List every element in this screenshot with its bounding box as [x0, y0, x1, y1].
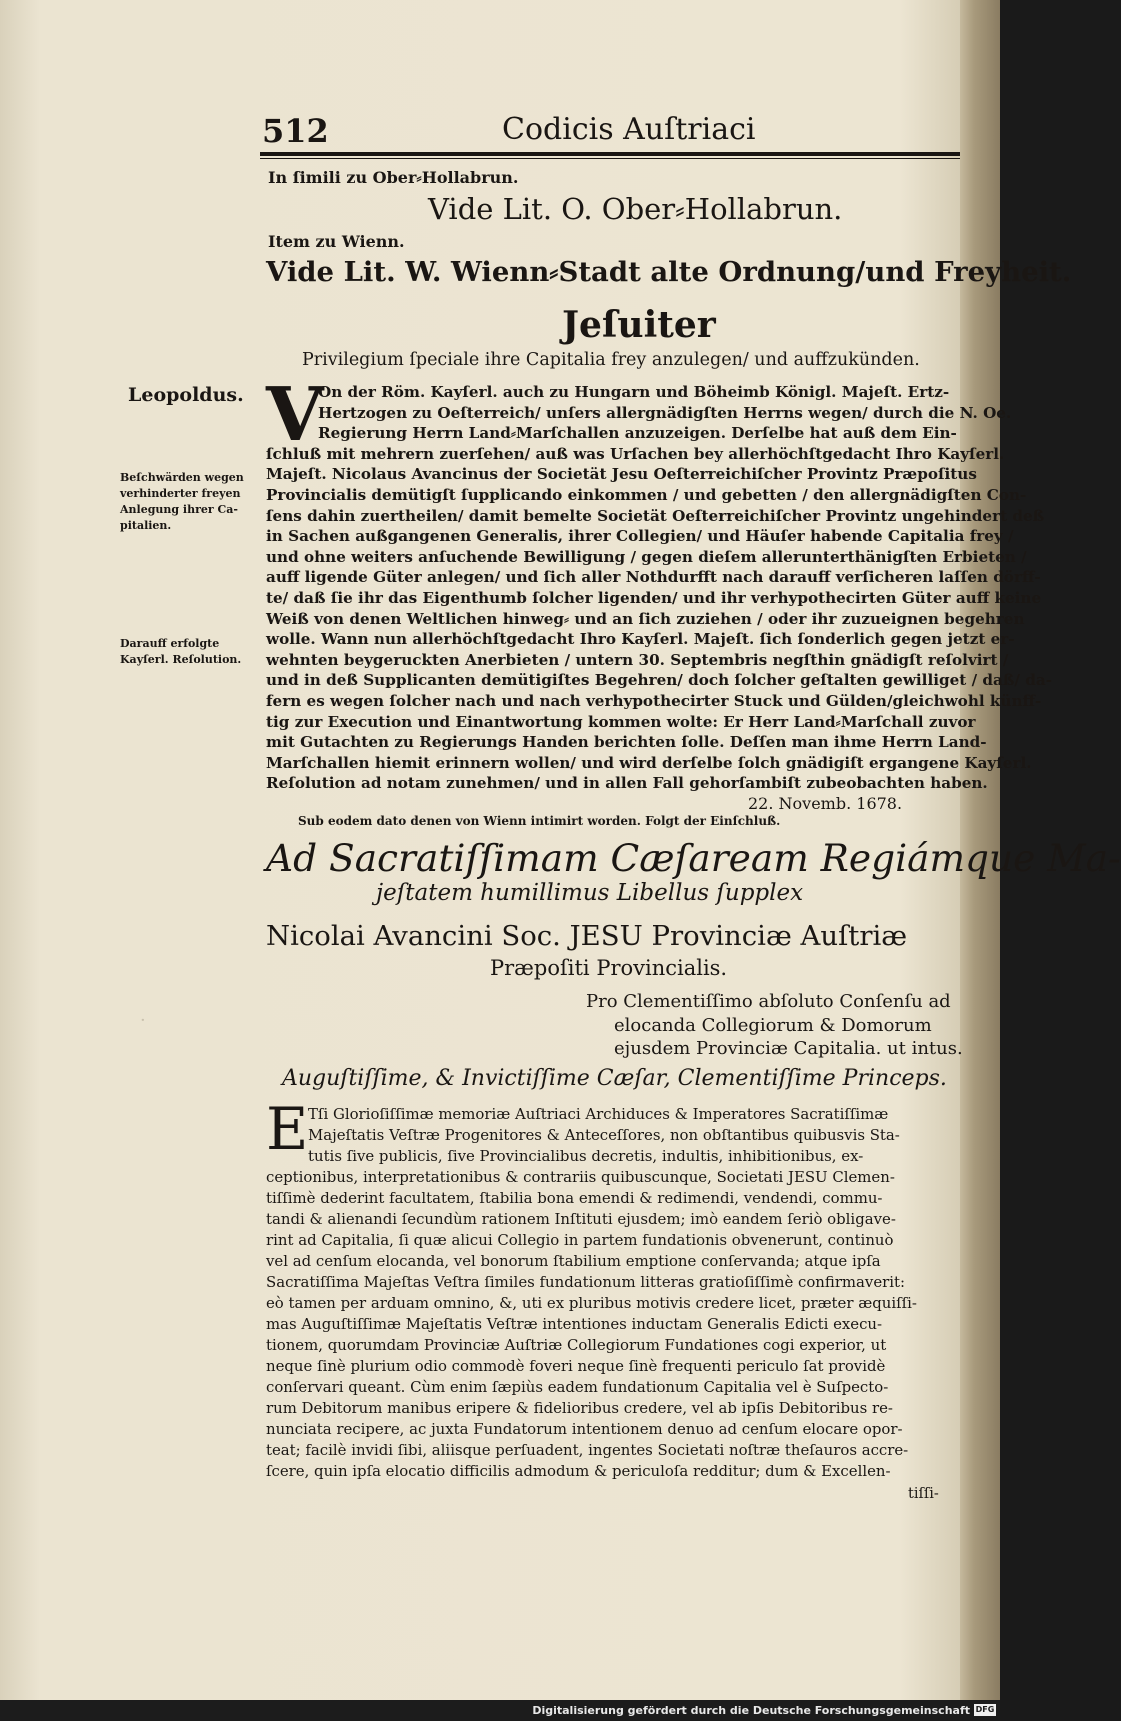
petition-summary: [586, 990, 963, 1061]
petition-drop-cap: E: [266, 1095, 309, 1163]
summary-line: elocanda Collegiorum & Domorum: [614, 1014, 932, 1036]
decree-line: auff ligende Güter anlegen/ und ſich aller Nothdurfft nach darauff verſicheren laſſen dörff-: [266, 568, 1041, 587]
decree-line: Reſolution ad notam zunehmen/ und in allen Fall gehorſambiſt zubeobachten haben.: [266, 774, 988, 793]
digitization-credit: Digitalisierung gefördert durch die Deutsche Forschungsgemeinschaft: [532, 1704, 970, 1717]
section-title: Jeſuiter: [562, 304, 716, 346]
decree-line: Regierung Herrn Land⸗Marſchallen anzuzeigen. Derſelbe hat auß dem Ein-: [318, 424, 957, 443]
decree-line: ſchluß mit mehrern zuerſehen/ auß was Urſachen bey allerhöchſtgedacht Ihro Kayſerl.: [266, 444, 1005, 463]
decree-line: Provincialis demütigſt ſupplicando einkommen / und gebetten / den allergnädigſten Con-: [266, 485, 1027, 504]
petition-line: nunciata recipere, ac juxta Fundatorum intentionem denuo ad cenſum elocare opor-: [266, 1420, 903, 1438]
decree-drop-cap: V: [266, 372, 324, 458]
petitioner-office: Præpoſiti Provincialis.: [490, 956, 728, 980]
petition-title-line-1: Ad Sacratiſſimam Cæſaream Regiámque Ma-: [266, 836, 1121, 880]
petition-line: Tſi Glorioſiſſimæ memoriæ Auſtriaci Archiduces & Imperatores Sacratiſſimæ: [308, 1105, 889, 1123]
summary-line: ejusdem Provinciæ Capitalia. ut intus.: [614, 1038, 963, 1059]
decree-line: Marſchallen hiemit erinnern wollen/ und wird derſelbe ſolch gnädigiſt ergangene Kayſerl.: [266, 753, 1032, 772]
decree-line: te/ daß ſie ihr das Eigenthumb ſolcher ligenden/ und ihr verhypothecirten Güter auff keine: [266, 588, 1042, 607]
margin-note-line: Kayſerl. Reſolution.: [120, 653, 242, 666]
petition-title-line-2: jeſtatem humillimus Libellus ſupplex: [376, 880, 804, 906]
petitioner-name: Nicolai Avancini Soc. JESU Provinciæ Auſtriæ: [266, 920, 908, 952]
salutation: Auguſtiſſime, & Invictiſſime Cæſar, Clementiſſime Princeps.: [282, 1066, 947, 1091]
decree-date: 22. Novemb. 1678.: [748, 794, 903, 813]
ref-line-hollabrun: In ſimili zu Ober⸗Hollabrun.: [268, 168, 519, 187]
header-rule: [260, 152, 960, 156]
decree-line: Majeſt. Nicolaus Avancinus der Societät Jesu Oeſterreichiſcher Provintz Præpoſitus: [266, 465, 977, 484]
petition-line: rum Debitorum manibus eripere & fidelioribus credere, vel ab ipſis Debitoribus re-: [266, 1399, 893, 1417]
margin-note-line: Darauff erfolgte: [120, 637, 220, 650]
decree-line: und in deß Supplicanten demütigiſtes Begehren/ doch ſolcher geſtalten gewilliget / daß/ da-: [266, 671, 1053, 690]
petition-line: tutis ſive publicis, ſive Provincialibus decretis, indultis, inhibitionibus, ex-: [308, 1147, 864, 1165]
decree-line: mit Gutachten zu Regierungs Handen berichten ſolle. Deſſen man ihme Herrn Land-: [266, 733, 987, 752]
petition-line: tandi & alienandi ſecundùm rationem Inſtituti ejusdem; imò eandem ſeriò obligave-: [266, 1210, 896, 1228]
petition-line: teat; facilè invidi ſibi, aliisque perſuadent, ingentes Societati noſtræ theſauros accre-: [266, 1441, 909, 1459]
decree-line: fern es wegen ſolcher nach und nach verhypothecirter Stuck und Gülden/gleichwohl künff-: [266, 691, 1042, 710]
ref-line-wienn: Item zu Wienn.: [268, 232, 405, 251]
decree-line: ſens dahin zuertheilen/ damit bemelte Societät Oeſterreichiſcher Provintz ungehindert deß: [266, 506, 1045, 525]
digitization-credit-bar: [0, 1700, 1000, 1721]
petition-line: tiſſimè dederint facultatem, ſtabilia bona emendi & redimendi, vendendi, commu-: [266, 1189, 883, 1207]
header-rule-thin: [260, 158, 960, 159]
decree-body: [266, 382, 1052, 794]
margin-note-line: Anlegung ihrer Ca-: [120, 503, 238, 516]
margin-note-line: pitalien.: [120, 519, 172, 532]
petition-line: rint ad Capitalia, ſi quæ alicui Collegio in partem fundationis obvenerunt, continuò: [266, 1231, 894, 1249]
margin-note-resolution: [120, 636, 241, 668]
decree-line: in Sachen außgangenen Generalis, ihrer Collegien/ und Häuſer habende Capitalia frey /: [266, 527, 1014, 546]
petition-line: eò tamen per arduam omnino, &, uti ex pluribus motivis credere licet, præter æquiſſi-: [266, 1294, 917, 1312]
decree-line: tig zur Execution und Einantwortung kommen wolte: Er Herr Land⸗Marſchall zuvor: [266, 712, 976, 731]
decree-line: Weiß von denen Weltlichen hinweg⸗ und an ſich zuziehen / oder ihr zuzueignen begehren: [266, 609, 1025, 628]
petition-line: ceptionibus, interpretationibus & contrariis quibuscunque, Societati JESU Clemen-: [266, 1168, 895, 1186]
margin-note-complaint: [120, 470, 244, 534]
intimation-note: Sub eodem dato denen von Wienn intimirt worden. Folgt der Einſchluß.: [298, 814, 781, 828]
running-title: Codicis Auſtriaci: [502, 112, 756, 147]
decree-line: Hertzogen zu Oeſterreich/ unſers allergnädigſten Herrns wegen/ durch die N. Oe.: [318, 403, 1012, 422]
dfg-logo: DFG: [975, 1705, 995, 1714]
petition-line: mas Auguſtiſſimæ Majeſtatis Veſtræ intentiones inductam Generalis Edicti execu-: [266, 1315, 883, 1333]
bleed-through-mark: ·: [140, 1010, 146, 1031]
petition-line: ſcere, quin ipſa elocatio difficilis admodum & periculoſa redditur; dum & Excellen-: [266, 1462, 891, 1480]
margin-note-line: Beſchwärden wegen: [120, 471, 244, 484]
decree-line: wehnten beygeruckten Anerbieten / untern 30. Septembris negſthin gnädigſt reſolvirt /: [266, 650, 1009, 669]
margin-note-leopoldus: Leopoldus.: [128, 384, 244, 406]
margin-note-line: verhinderter freyen: [120, 487, 241, 500]
petition-line: vel ad cenſum elocanda, vel bonorum ſtabilium emptione conſervanda; atque ipſa: [266, 1252, 881, 1270]
petition-line: conſervari queant. Cùm enim ſæpiùs eadem fundationum Capitalia vel è Suſpecto-: [266, 1378, 889, 1396]
ref-vide-wienn: Vide Lit. W. Wienn⸗Stadt alte Ordnung/und Freyheit.: [266, 256, 1072, 288]
decree-line: On der Röm. Kayſerl. auch zu Hungarn und Böheimb Königl. Majeſt. Ertz-: [318, 383, 950, 401]
petition-line: neque ſinè plurium odio commodè foveri neque ſinè frequenti periculo ſat providè: [266, 1357, 886, 1375]
decree-line: und ohne weiters anſuchende Bewilligung / gegen dieſem allerunterthänigſten Erbieten /: [266, 547, 1027, 566]
petition-line: Sacratiſſima Majeſtas Veſtra ſimiles fundationum litteras gratioſiſſimè confirmaverit:: [266, 1273, 906, 1291]
petition-line: Majeſtatis Veſtræ Progenitores & Anteceſſores, non obſtantibus quibusvis Sta-: [308, 1126, 900, 1144]
page-number: 512: [262, 112, 329, 150]
decree-line: wolle. Wann nun allerhöchſtgedacht Ihro Kayſerl. Majeſt. ſich ſonderlich gegen jetzt er-: [266, 630, 1015, 649]
catchword: tiſſi-: [908, 1486, 939, 1502]
ref-vide-hollabrun: Vide Lit. O. Ober⸗Hollabrun.: [428, 192, 843, 226]
petition-body: [266, 1104, 917, 1482]
summary-line: Pro Clementiſſimo abſoluto Conſenſu ad: [586, 991, 951, 1012]
section-subtitle: Privilegium ſpeciale ihre Capitalia frey anzulegen/ und auffzukünden.: [302, 350, 920, 370]
petition-line: tionem, quorumdam Provinciæ Auſtriæ Collegiorum Fundationes cogi experior, ut: [266, 1336, 887, 1354]
